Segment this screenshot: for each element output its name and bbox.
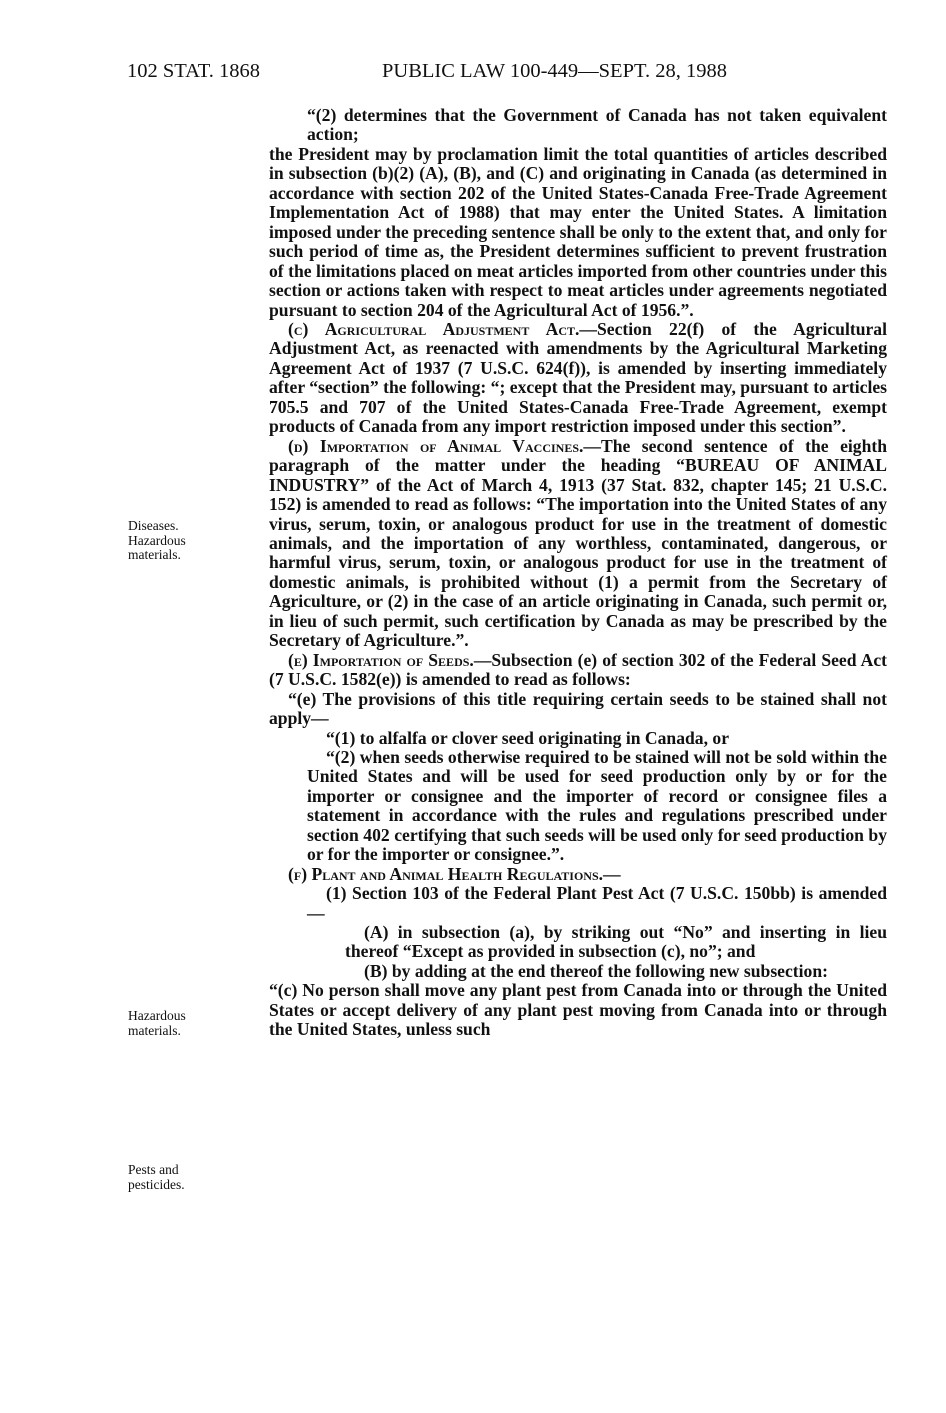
section-e-item-1: “(1) to alfalfa or clover seed originating in Canada, or (326, 727, 729, 748)
running-title: PUBLIC LAW 100-449—SEPT. 28, 1988 (382, 60, 727, 82)
section-f-heading: (f) Plant and Animal Health Regulations.— (288, 863, 621, 884)
section-d-text: —The second sentence of the eighth paragraph of the matter under the heading “BUREAU OF ANIMAL INDUSTRY” of the Act of March 4, 1913 (37 Stat. 832, chapter 145; 21 U.S.C. 152) is amended to read as follows: “The importation into the United States of any virus, serum, toxin, or analogous product for use in the treatment of domestic animals, and the importation of any worthless, contaminated, dangerous, or harmful virus, serum, toxin, or analogous product for use in the treatment of domestic animals, is prohibited without (1) a permit from the Secretary of Agriculture, or (2) in the case of an article originating in Canada, such permit or, in lieu of such permit, such certification by Canada as may be prescribed by the Secretary of Agriculture.”. (269, 435, 887, 651)
section-e (269, 651, 887, 690)
section-c (269, 320, 887, 437)
section-d-heading: (d) Importation of Animal Vaccines. (288, 435, 584, 456)
section-e-heading: (e) Importation of Seeds. (288, 649, 474, 670)
margin-note-pests: Pests and pesticides. (128, 1162, 185, 1192)
section-f-subsection-c: “(c) No person shall move any plant pest from Canada into or through the United States or accept delivery of any plant pest moving from Canada into or through the United States, unless such (269, 980, 887, 1040)
section-d (269, 437, 887, 651)
section-e-text: —Subsection (e) of section 302 of the Federal Seed Act (7 U.S.C. 1582(e)) is amended to read as follows: (269, 649, 887, 690)
section-e-quote: “(e) The provisions of this title requiring certain seeds to be stained shall not apply— (269, 688, 887, 729)
body-text (269, 106, 887, 1040)
paragraph-president-limit: the President may by proclamation limit the total quantities of articles described in subsection (b)(2) (A), (B), and (C) and originating in Canada (as determined in accordance with section 202 of the United States-Canada Free-Trade Agreement Implementation Act of 1988) that may enter the United States. A limitation imposed under the preceding sentence shall be only to the extent that, and only for such period of time as, the President determines sufficient to prevent frustration of the limitations placed on meat articles imported from other countries under this section or actions taken with respect to meat articles under agreements negotiated pursuant to section 204 of the Agricultural Act of 1956.”. (269, 143, 887, 320)
page-number: 102 STAT. 1868 (127, 60, 260, 82)
margin-note-hazardous: Hazardous materials. (128, 1008, 186, 1038)
section-f-item-1: (1) Section 103 of the Federal Plant Pest Act (7 U.S.C. 150bb) is amended— (307, 883, 887, 923)
section-f-item-A: (A) in subsection (a), by striking out “No” and inserting in lieu thereof “Except as provided in subsection (c), no”; and (345, 922, 887, 962)
section-f-item-B: (B) by adding at the end thereof the following new subsection: (364, 960, 828, 981)
paragraph-2-determines: “(2) determines that the Government of Canada has not taken equivalent action; (307, 105, 887, 145)
margin-note-diseases: Diseases. Hazardous materials. (128, 518, 186, 562)
section-c-heading: (c) Agricultural Adjustment Act. (288, 318, 580, 339)
section-e-item-2: “(2) when seeds otherwise required to be stained will not be sold within the United States and will be used for seed production only by or for the importer or consignee and the importer of record or consignee files a statement in accordance with the rules and regulations prescribed under section 402 certifying that such seeds will be used only for seed production by or for the importer or consignee.”. (307, 746, 887, 865)
section-c-text: —Section 22(f) of the Agricultural Adjustment Act, as reenacted with amendments by the Agricultural Marketing Agreement Act of 1937 (7 U.S.C. 624(f)), is amended by inserting immediately after “section” the following: “; except that the President may, pursuant to articles 705.5 and 707 of the United States-Canada Free-Trade Agreement, exempt products of Canada from any import restriction imposed under this section”. (269, 318, 887, 437)
page-header (127, 60, 907, 86)
